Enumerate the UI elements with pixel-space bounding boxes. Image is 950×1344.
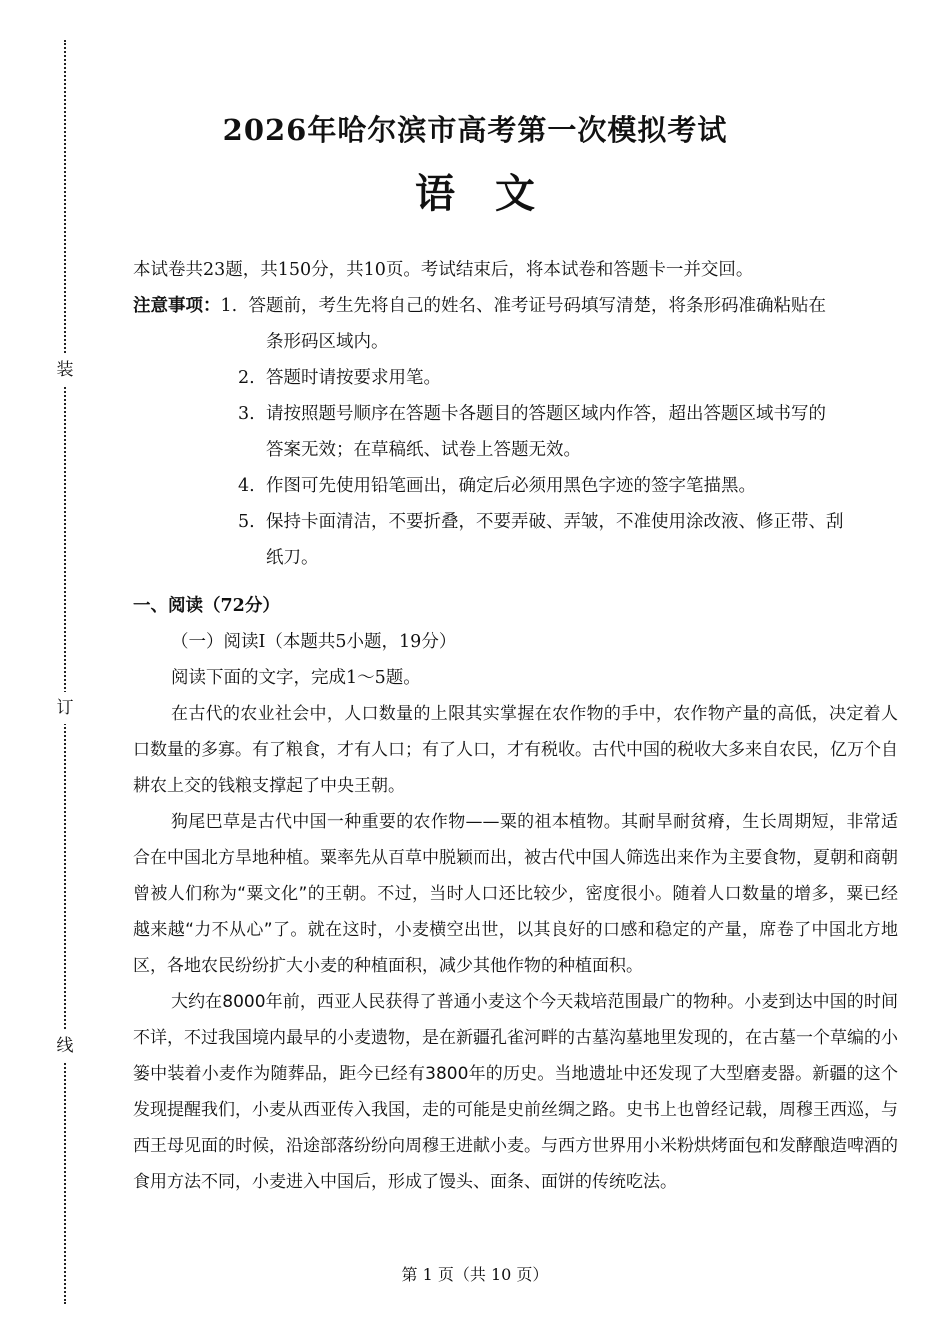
notice-item-text: 作图可先使用铅笔画出，确定后必须用黑色字迹的签字笔描黑。: [266, 476, 756, 496]
passage-paragraph: 在古代的农业社会中，人口数量的上限其实掌握在农作物的手中，农作物产量的高低，决定着人口数量的多寡。有了粮食，才有人口；有了人口，才有税收。古代中国的税收大多来自农民，亿万个自耕农上交的钱粮支撑起了中央王朝。: [133, 704, 898, 796]
notice-item-text: 答题时请按要求用笔。: [266, 368, 441, 388]
notice-item-number: 5.: [238, 512, 255, 532]
notice-item-text: 答题前，考生先将自己的姓名、准考证号码填写清楚，将条形码准确粘贴在: [248, 296, 826, 316]
notice-item-continuation: 纸刀。: [266, 548, 319, 568]
notice-item-text: 请按照题号顺序在答题卡各题目的答题区域内作答，超出答题区域书写的: [266, 404, 826, 424]
subsection-title: （一）阅读Ⅰ（本题共5小题，19分）: [171, 632, 457, 652]
page-footer: 第 1 页（共 10 页）: [401, 1265, 549, 1284]
section-title: 一、阅读（72分）: [133, 596, 280, 616]
notice-item-number: 1.: [220, 296, 238, 316]
notice-item-continuation: 答案无效；在草稿纸、试卷上答题无效。: [266, 440, 581, 460]
notice-item-1: [133, 288, 898, 324]
binding-dotted-line: [64, 40, 66, 1304]
notice-item-4: [133, 468, 898, 504]
notice-item-number: 3.: [238, 404, 255, 424]
notice-item-continuation: 条形码区域内。: [266, 332, 389, 352]
intro-text: 本试卷共23题，共150分，共10页。考试结束后，将本试卷和答题卡一并交回。: [133, 260, 754, 280]
notice-item-number: 2.: [238, 368, 255, 388]
binding-label-zhuang: 装: [52, 354, 78, 386]
passage-paragraph: 大约在8000年前，西亚人民获得了普通小麦这个今天栽培范围最广的物种。小麦到达中国的时间不详，不过我国境内最早的小麦遗物，是在新疆孔雀河畔的古墓沟墓地里发现的，在古墓一个草编的小篓中装着小麦作为随葬品，距今已经有3800年的历史。当地遗址中还发现了大型磨麦器。新疆的这个发现提醒我们，小麦从西亚传入我国，走的可能是史前丝绸之路。史书上也曾经记载，周穆王西巡，与西王母见面的时候，沿途部落纷纷向周穆王进献小麦。与西方世界用小米粉烘烤面包和发酵酿造啤酒的食用方法不同，小麦进入中国后，形成了馒头、面条、面饼的传统吃法。: [133, 992, 898, 1192]
notice-label: 注意事项：: [133, 296, 221, 316]
notice-item-5: [133, 504, 898, 540]
exam-title: 2026年哈尔滨市高考第一次模拟考试: [222, 113, 728, 147]
binding-label-ding: 订: [52, 692, 78, 724]
notice-item-number: 4.: [238, 476, 255, 496]
notice-item-text: 保持卡面清洁，不要折叠，不要弄破、弄皱，不准使用涂改液、修正带、刮: [266, 512, 844, 532]
subject-title: 语文: [415, 170, 575, 217]
reading-instruction: 阅读下面的文字，完成1～5题。: [171, 668, 421, 688]
passage-paragraph: 狗尾巴草是古代中国一种重要的农作物——粟的祖本植物。其耐旱耐贫瘠，生长周期短，非常适合在中国北方旱地种植。粟率先从百草中脱颖而出，被古代中国人筛选出来作为主要食物，夏朝和商朝曾被人们称为“粟文化”的王朝。不过，当时人口还比较少，密度很小。随着人口数量的增多，粟已经越来越“力不从心”了。就在这时，小麦横空出世，以其良好的口感和稳定的产量，席卷了中国北方地区，各地农民纷纷扩大小麦的种植面积，减少其他作物的种植面积。: [133, 812, 898, 976]
notice-item-3: [133, 396, 898, 432]
binding-label-xian: 线: [52, 1030, 78, 1062]
page-content: [133, 252, 898, 1200]
notice-item-2: [133, 360, 898, 396]
